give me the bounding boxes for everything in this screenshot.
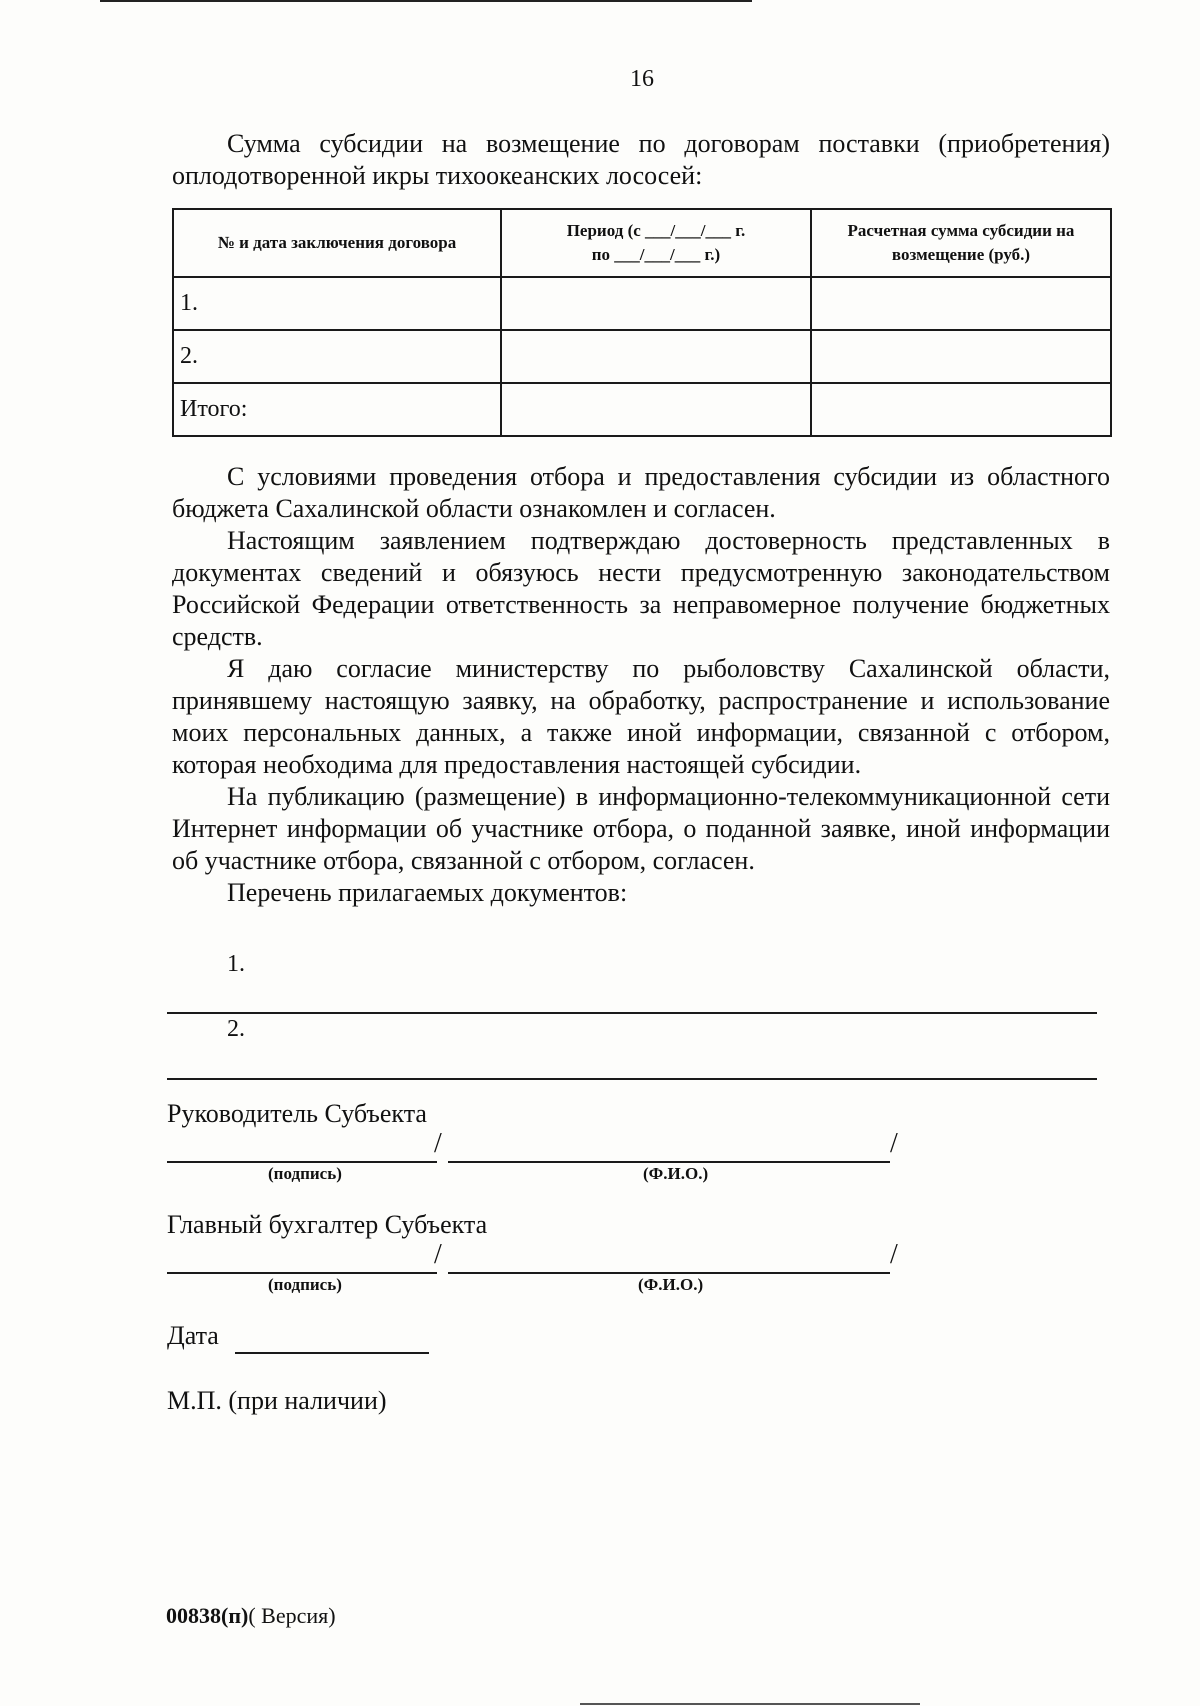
subsidy-table [172, 208, 1112, 437]
body-text [172, 461, 1110, 909]
table-cell: Итого: [173, 383, 501, 436]
document-line-2[interactable] [167, 1078, 1097, 1080]
head-signature-line[interactable] [167, 1161, 437, 1163]
accountant-signature-line[interactable] [167, 1272, 437, 1274]
paragraph-confirmation: Настоящим заявлением подтверждаю достоверность представленных в документах сведений и обязуюсь нести предусмотренную законодательством Российской Федерации ответственность за неправомерное получение бюджетных средств. [172, 526, 1110, 651]
header-contract: № и дата заключения договора [173, 209, 501, 277]
intro-paragraph [172, 128, 1110, 192]
name-caption: (Ф.И.О.) [638, 1275, 704, 1294]
date-line[interactable] [235, 1352, 429, 1354]
table-cell [811, 277, 1111, 330]
table-total-row [173, 383, 1111, 436]
paragraph-conditions: С условиями проведения отбора и предоставления субсидии из областного бюджета Сахалинской области ознакомлен и согласен. [172, 462, 1110, 523]
page-number: 16 [630, 66, 654, 92]
head-label: Руководитель Субъекта [167, 1099, 427, 1128]
stamp-label: М.П. (при наличии) [167, 1386, 387, 1415]
table-row [173, 277, 1111, 330]
table-row [173, 330, 1111, 383]
accountant-label: Главный бухгалтер Субъекта [167, 1210, 488, 1239]
slash: / [890, 1128, 898, 1159]
document-code: 00838(п) [166, 1603, 249, 1628]
paragraph-publication: На публикацию (размещение) в информационно-телекоммуникационной сети Интернет информации об участнике отбора, о поданной заявке, иной информации об участнике отбора, связанной с отбором, согласен. [172, 782, 1110, 875]
version-label: ( Версия) [248, 1603, 336, 1628]
table-cell [811, 383, 1111, 436]
table-header-row [173, 209, 1111, 277]
document-line-1[interactable] [167, 1012, 1097, 1014]
date-label: Дата [167, 1321, 219, 1350]
head-name-line[interactable] [448, 1161, 890, 1163]
slash: / [890, 1239, 898, 1270]
signature-caption: (подпись) [268, 1164, 342, 1183]
signature-caption: (подпись) [268, 1275, 342, 1294]
paragraph-consent: Я даю согласие министерству по рыболовству Сахалинской области, принявшему настоящую заявку, на обработку, распространение и использование моих персональных данных, а также иной информации, связанной с отбором, которая необходима для предоставления настоящей субсидии. [172, 654, 1110, 779]
table-cell: 2. [173, 330, 501, 383]
table-cell [811, 330, 1111, 383]
footer [166, 1603, 336, 1629]
name-caption: (Ф.И.О.) [643, 1164, 709, 1183]
slash: / [434, 1128, 442, 1159]
table-cell [501, 383, 811, 436]
document-item-number: 2. [227, 1016, 245, 1042]
slash: / [434, 1239, 442, 1270]
scan-edge-line [580, 1703, 920, 1705]
header-period: Период (с ___/___/___ г. по ___/___/___ г.) [501, 209, 811, 277]
table-cell [501, 277, 811, 330]
scan-edge-line [100, 0, 752, 2]
accountant-name-line[interactable] [448, 1272, 890, 1274]
document-item-number: 1. [227, 951, 245, 977]
table-cell: 1. [173, 277, 501, 330]
header-amount: Расчетная сумма субсидии на возмещение (руб.) [811, 209, 1111, 277]
table-cell [501, 330, 811, 383]
intro-text: Сумма субсидии на возмещение по договорам поставки (приобретения) оплодотворенной икры тихоокеанских лососей: [172, 129, 1110, 190]
documents-list-heading: Перечень прилагаемых документов: [227, 878, 628, 907]
